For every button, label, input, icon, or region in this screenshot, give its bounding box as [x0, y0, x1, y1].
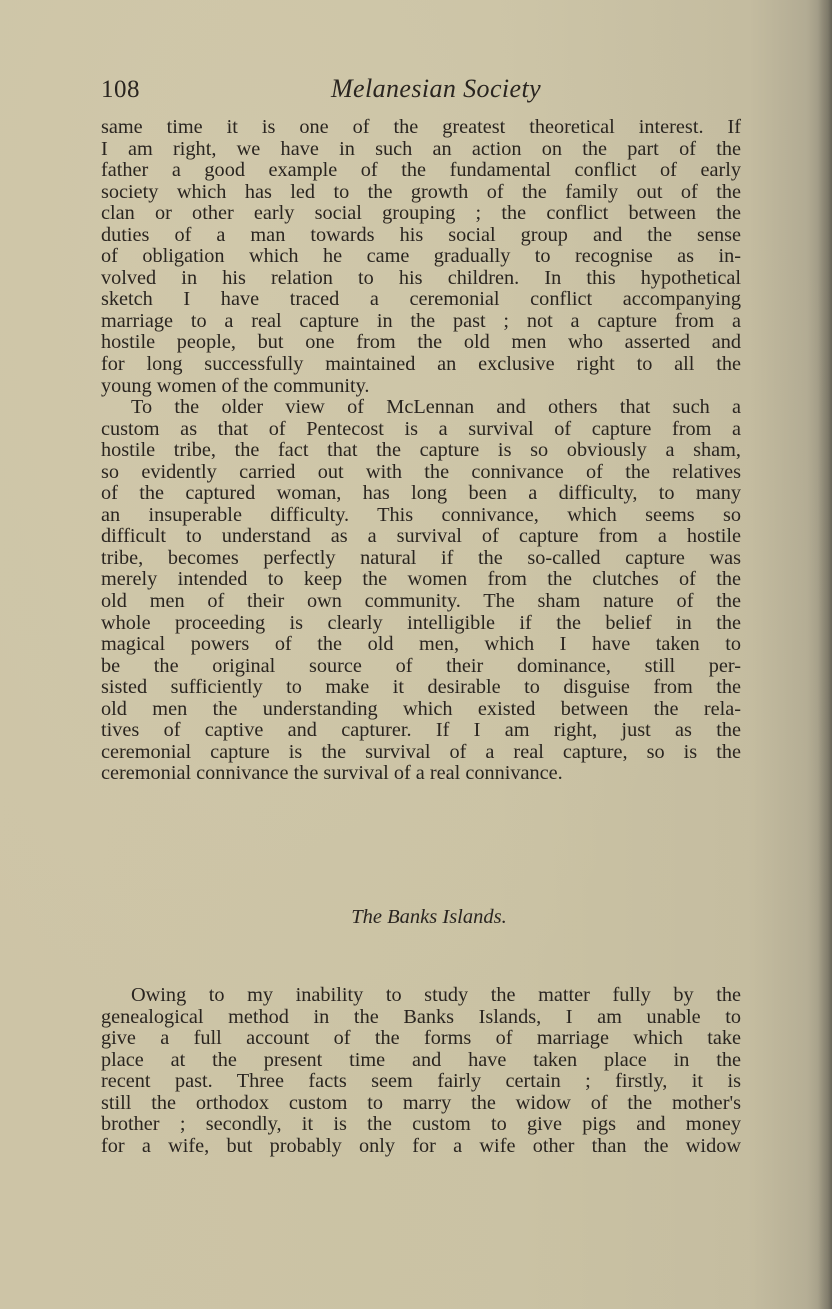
text-line: father a good example of the fundamental conflict of early: [101, 159, 741, 182]
text-line: old men the understanding which existed between the rela-: [101, 697, 741, 720]
text-line: society which has led to the growth of the family out of the: [101, 180, 741, 203]
text-line: magical powers of the old men, which I have taken to: [101, 633, 741, 656]
running-head: [101, 74, 741, 110]
text-line: I am right, we have in such an action on the part of the: [101, 137, 741, 160]
running-title: Melanesian Society: [330, 74, 542, 103]
section-text: [101, 985, 741, 1157]
text-line: for a wife, but probably only for a wife other than the widow: [101, 1134, 741, 1157]
text-line: marriage to a real capture in the past ; not a capture from a: [101, 309, 741, 332]
text-line: merely intended to keep the women from the clutches of the: [101, 568, 741, 591]
paragraph-1: [101, 117, 741, 397]
text-line: be the original source of their dominance, still per-: [101, 654, 741, 677]
text-line: of the captured woman, has long been a difficulty, to many: [101, 482, 741, 505]
page-edge-shadow: [818, 0, 832, 1309]
text-line: custom as that of Pentecost is a survival of capture from a: [101, 417, 741, 440]
text-line: duties of a man towards his social group and the sense: [101, 223, 741, 246]
text-line: give a full account of the forms of marriage which take: [101, 1027, 741, 1050]
text-line: volved in his relation to his children. In this hypothetical: [101, 266, 741, 289]
text-line: old men of their own community. The sham nature of the: [101, 590, 741, 613]
text-line: place at the present time and have taken place in the: [101, 1048, 741, 1071]
text-line: an insuperable difficulty. This connivance, which seems so: [101, 503, 741, 526]
text-line: so evidently carried out with the connivance of the relatives: [101, 460, 741, 483]
text-line: tives of captive and capturer. If I am right, just as the: [101, 719, 741, 742]
text-line: whole proceeding is clearly intelligible if the belief in the: [101, 611, 741, 634]
text-line: Owing to my inability to study the matter fully by the: [131, 984, 741, 1006]
section-heading: The Banks Islands.: [351, 906, 507, 928]
text-line: To the older view of McLennan and others that such a: [131, 396, 741, 419]
text-line: sisted sufficiently to make it desirable to disguise from the: [101, 676, 741, 699]
paragraph-3: [101, 985, 741, 1157]
text-line: difficult to understand as a survival of capture from a hostile: [101, 525, 741, 548]
text-line: ceremonial capture is the survival of a real capture, so is the: [101, 740, 741, 763]
text-line: hostile people, but one from the old men who asserted and: [101, 331, 741, 354]
text-line: tribe, becomes perfectly natural if the so-called capture was: [101, 546, 741, 569]
text-line: recent past. Three facts seem fairly certain ; firstly, it is: [101, 1070, 741, 1093]
text-line: sketch I have traced a ceremonial conflict accompanying: [101, 288, 741, 311]
text-line: young women of the community.: [101, 374, 370, 397]
page-number: 108: [101, 76, 140, 103]
text-line: still the orthodox custom to marry the widow of the mother's: [101, 1091, 741, 1114]
text-line: of obligation which he came gradually to recognise as in-: [101, 245, 741, 268]
text-line: same time it is one of the greatest theoretical interest. If: [101, 116, 741, 138]
text-line: brother ; secondly, it is the custom to give pigs and money: [101, 1113, 741, 1136]
text-line: clan or other early social grouping ; the conflict between the: [101, 202, 741, 225]
text-line: genealogical method in the Banks Islands, I am unable to: [101, 1005, 741, 1028]
text-line: hostile tribe, the fact that the capture is so obviously a sham,: [101, 439, 741, 462]
main-text: [101, 117, 741, 785]
paragraph-2: [101, 397, 741, 785]
text-line: ceremonial connivance the survival of a real connivance.: [101, 762, 563, 785]
text-line: for long successfully maintained an exclusive right to all the: [101, 353, 741, 376]
